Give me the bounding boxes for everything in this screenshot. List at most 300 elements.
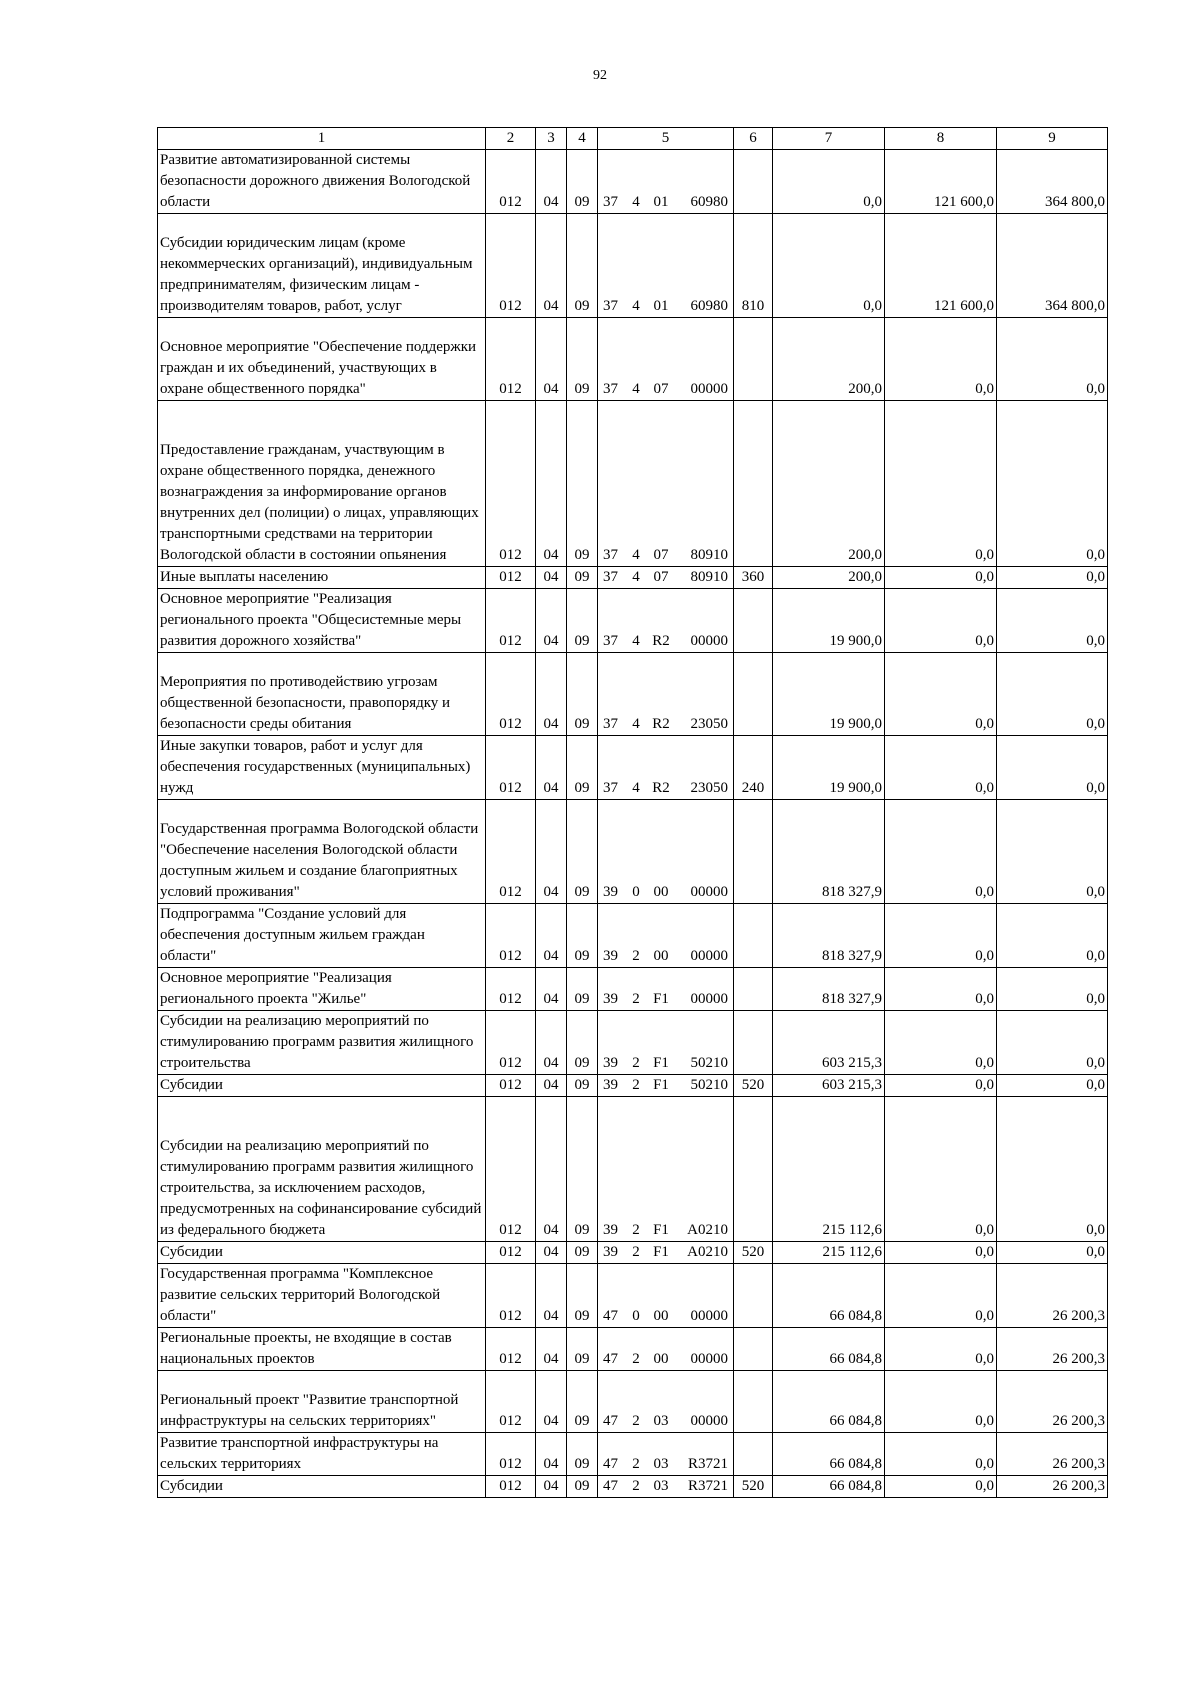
row-ministry-code: 012	[486, 1476, 536, 1498]
row-name: Основное мероприятие "Реализация регионального проекта "Общесистемные меры развития дорожного хозяйства"	[158, 589, 486, 653]
row-target-article	[598, 1011, 734, 1075]
row-name: Мероприятия по противодействию угрозам общественной безопасности, правопорядку и безопасности среды обитания	[158, 653, 486, 736]
row-target-article	[598, 968, 734, 1011]
row-target-article	[598, 1371, 734, 1433]
row-amount-year1: 200,0	[773, 401, 885, 567]
row-section-code: 04	[536, 1011, 567, 1075]
row-ministry-code: 012	[486, 1264, 536, 1328]
row-amount-year3: 364 800,0	[997, 150, 1108, 214]
target-article-part: A0210	[687, 1244, 728, 1260]
target-article-code	[600, 379, 731, 400]
target-article-part: 2	[632, 1055, 640, 1071]
header-cell: 3	[536, 128, 567, 150]
table-row	[158, 150, 1108, 214]
row-name: Субсидии	[158, 1476, 486, 1498]
target-article-part: 4	[632, 381, 640, 397]
target-article-part: 2	[632, 948, 640, 964]
target-article-part: 47	[603, 1308, 618, 1324]
row-expense-type	[734, 1433, 773, 1476]
target-article-part: 39	[603, 1244, 618, 1260]
row-amount-year1: 818 327,9	[773, 968, 885, 1011]
target-article-part: 2	[632, 1244, 640, 1260]
row-subsection-code: 09	[567, 1371, 598, 1433]
row-ministry-code: 012	[486, 1011, 536, 1075]
table-row	[158, 968, 1108, 1011]
target-article-code	[600, 946, 731, 967]
target-article-part: 37	[603, 381, 618, 397]
row-ministry-code: 012	[486, 968, 536, 1011]
target-article-code	[600, 545, 731, 566]
target-article-part: 03	[653, 1413, 669, 1429]
target-article-part: F1	[653, 991, 669, 1007]
row-amount-year1: 603 215,3	[773, 1075, 885, 1097]
row-section-code: 04	[536, 150, 567, 214]
target-article-part: 07	[653, 547, 669, 563]
target-article-part: 00	[653, 1351, 669, 1367]
table-row	[158, 800, 1108, 904]
row-amount-year2: 0,0	[885, 800, 997, 904]
row-amount-year1: 215 112,6	[773, 1097, 885, 1242]
row-amount-year3: 26 200,3	[997, 1264, 1108, 1328]
row-section-code: 04	[536, 589, 567, 653]
target-article-part: 80910	[690, 569, 728, 585]
row-target-article	[598, 1075, 734, 1097]
row-section-code: 04	[536, 1075, 567, 1097]
table-row	[158, 736, 1108, 800]
row-amount-year3: 0,0	[997, 401, 1108, 567]
row-amount-year3: 0,0	[997, 904, 1108, 968]
row-target-article	[598, 214, 734, 318]
target-article-part: 37	[603, 780, 618, 796]
header-cell: 1	[158, 128, 486, 150]
row-amount-year1: 19 900,0	[773, 736, 885, 800]
target-article-part: 39	[603, 1055, 618, 1071]
table-row	[158, 1242, 1108, 1264]
row-expense-type: 520	[734, 1075, 773, 1097]
target-article-part: 4	[632, 547, 640, 563]
row-target-article	[598, 1264, 734, 1328]
row-expense-type	[734, 1097, 773, 1242]
row-amount-year2: 0,0	[885, 589, 997, 653]
row-section-code: 04	[536, 1371, 567, 1433]
target-article-part: 00000	[690, 633, 728, 649]
row-ministry-code: 012	[486, 214, 536, 318]
row-ministry-code: 012	[486, 1075, 536, 1097]
target-article-part: 00000	[690, 381, 728, 397]
row-amount-year2: 0,0	[885, 1075, 997, 1097]
row-name: Субсидии на реализацию мероприятий по стимулированию программ развития жилищного строительства	[158, 1011, 486, 1075]
target-article-part: 01	[653, 298, 669, 314]
target-article-part: R3721	[687, 1456, 728, 1472]
table-row	[158, 653, 1108, 736]
target-article-code	[600, 1053, 731, 1074]
row-target-article	[598, 1242, 734, 1264]
table-row	[158, 1433, 1108, 1476]
target-article-part: 2	[632, 1077, 640, 1093]
row-section-code: 04	[536, 1242, 567, 1264]
row-subsection-code: 09	[567, 1011, 598, 1075]
row-expense-type	[734, 968, 773, 1011]
row-target-article	[598, 904, 734, 968]
row-expense-type: 520	[734, 1476, 773, 1498]
target-article-code	[600, 1075, 731, 1096]
row-amount-year1: 603 215,3	[773, 1011, 885, 1075]
target-article-part: 47	[603, 1478, 618, 1494]
row-name: Иные выплаты населению	[158, 567, 486, 589]
table-row	[158, 1476, 1108, 1498]
target-article-part: 01	[653, 194, 669, 210]
target-article-part: 2	[632, 1222, 640, 1238]
target-article-part: 0	[632, 884, 640, 900]
row-amount-year3: 364 800,0	[997, 214, 1108, 318]
row-ministry-code: 012	[486, 318, 536, 401]
target-article-part: 07	[653, 381, 669, 397]
row-section-code: 04	[536, 653, 567, 736]
row-amount-year2: 0,0	[885, 1433, 997, 1476]
target-article-code	[600, 1411, 731, 1432]
row-expense-type	[734, 401, 773, 567]
target-article-part: 37	[603, 569, 618, 585]
row-name: Иные закупки товаров, работ и услуг для обеспечения государственных (муниципальных) нужд	[158, 736, 486, 800]
row-ministry-code: 012	[486, 589, 536, 653]
table-row	[158, 567, 1108, 589]
row-amount-year2: 0,0	[885, 1242, 997, 1264]
row-expense-type: 520	[734, 1242, 773, 1264]
target-article-part: 50210	[690, 1055, 728, 1071]
row-amount-year3: 0,0	[997, 1011, 1108, 1075]
target-article-part: 39	[603, 1222, 618, 1238]
row-subsection-code: 09	[567, 567, 598, 589]
row-amount-year1: 19 900,0	[773, 653, 885, 736]
target-article-part: 39	[603, 1077, 618, 1093]
row-amount-year2: 0,0	[885, 653, 997, 736]
row-amount-year1: 0,0	[773, 150, 885, 214]
row-ministry-code: 012	[486, 401, 536, 567]
target-article-part: R2	[652, 780, 670, 796]
target-article-part: 80910	[690, 547, 728, 563]
target-article-part: F1	[653, 1222, 669, 1238]
target-article-part: 4	[632, 298, 640, 314]
row-target-article	[598, 653, 734, 736]
row-name: Региональный проект "Развитие транспортной инфраструктуры на сельских территориях"	[158, 1371, 486, 1433]
target-article-part: F1	[653, 1077, 669, 1093]
target-article-code	[600, 778, 731, 799]
target-article-part: 37	[603, 716, 618, 732]
row-amount-year3: 0,0	[997, 318, 1108, 401]
header-cell: 4	[567, 128, 598, 150]
row-subsection-code: 09	[567, 214, 598, 318]
row-subsection-code: 09	[567, 1075, 598, 1097]
row-section-code: 04	[536, 214, 567, 318]
row-name: Субсидии на реализацию мероприятий по стимулированию программ развития жилищного строительства, за исключением расходов, предусмотренных на софинансирование субсидий из федерального бюджета	[158, 1097, 486, 1242]
row-amount-year3: 0,0	[997, 1075, 1108, 1097]
row-ministry-code: 012	[486, 736, 536, 800]
row-ministry-code: 012	[486, 150, 536, 214]
row-name: Развитие автоматизированной системы безопасности дорожного движения Вологодской области	[158, 150, 486, 214]
row-subsection-code: 09	[567, 1264, 598, 1328]
row-subsection-code: 09	[567, 653, 598, 736]
table-row	[158, 1097, 1108, 1242]
row-subsection-code: 09	[567, 150, 598, 214]
table-row	[158, 1011, 1108, 1075]
header-cell: 8	[885, 128, 997, 150]
table-row	[158, 1328, 1108, 1371]
row-name: Субсидии юридическим лицам (кроме некоммерческих организаций), индивидуальным предпринимателям, физическим лицам - производителям товаров, работ, услуг	[158, 214, 486, 318]
table-row	[158, 1371, 1108, 1433]
target-article-code	[600, 631, 731, 652]
target-article-part: A0210	[687, 1222, 728, 1238]
header-cell: 2	[486, 128, 536, 150]
row-amount-year1: 200,0	[773, 567, 885, 589]
row-name: Основное мероприятие "Реализация регионального проекта "Жилье"	[158, 968, 486, 1011]
row-name: Предоставление гражданам, участвующим в охране общественного порядка, денежного вознаграждения за информирование органов внутренних дел (полиции) о лицах, управляющих транспортными средствами на территории Вологодской области в состоянии опьянения	[158, 401, 486, 567]
row-expense-type: 240	[734, 736, 773, 800]
target-article-part: 07	[653, 569, 669, 585]
row-section-code: 04	[536, 318, 567, 401]
row-amount-year2: 0,0	[885, 401, 997, 567]
row-target-article	[598, 736, 734, 800]
target-article-code	[600, 192, 731, 213]
target-article-part: 4	[632, 633, 640, 649]
row-subsection-code: 09	[567, 1328, 598, 1371]
row-subsection-code: 09	[567, 1476, 598, 1498]
row-expense-type	[734, 904, 773, 968]
row-name: Субсидии	[158, 1075, 486, 1097]
row-amount-year2: 121 600,0	[885, 214, 997, 318]
row-amount-year1: 200,0	[773, 318, 885, 401]
row-subsection-code: 09	[567, 318, 598, 401]
row-section-code: 04	[536, 1328, 567, 1371]
header-cell: 9	[997, 128, 1108, 150]
row-amount-year3: 26 200,3	[997, 1371, 1108, 1433]
target-article-part: F1	[653, 1055, 669, 1071]
target-article-code	[600, 989, 731, 1010]
target-article-part: 00	[653, 884, 669, 900]
row-amount-year2: 0,0	[885, 904, 997, 968]
table-row	[158, 318, 1108, 401]
row-name: Государственная программа "Комплексное развитие сельских территорий Вологодской области"	[158, 1264, 486, 1328]
table-row	[158, 1075, 1108, 1097]
row-amount-year2: 0,0	[885, 968, 997, 1011]
target-article-code	[600, 567, 731, 588]
row-section-code: 04	[536, 736, 567, 800]
row-amount-year1: 818 327,9	[773, 800, 885, 904]
target-article-part: 60980	[690, 298, 728, 314]
row-amount-year2: 0,0	[885, 1264, 997, 1328]
target-article-part: 2	[632, 1456, 640, 1472]
target-article-part: 00000	[690, 1351, 728, 1367]
row-subsection-code: 09	[567, 1433, 598, 1476]
row-expense-type	[734, 1011, 773, 1075]
target-article-part: 03	[653, 1456, 669, 1472]
row-subsection-code: 09	[567, 1097, 598, 1242]
table-row	[158, 214, 1108, 318]
row-amount-year1: 19 900,0	[773, 589, 885, 653]
row-amount-year1: 66 084,8	[773, 1328, 885, 1371]
target-article-part: 00000	[690, 948, 728, 964]
row-target-article	[598, 589, 734, 653]
target-article-code	[600, 1242, 731, 1263]
target-article-code	[600, 1349, 731, 1370]
row-subsection-code: 09	[567, 904, 598, 968]
table-row	[158, 401, 1108, 567]
target-article-part: F1	[653, 1244, 669, 1260]
row-amount-year3: 0,0	[997, 1097, 1108, 1242]
row-amount-year3: 26 200,3	[997, 1328, 1108, 1371]
row-ministry-code: 012	[486, 904, 536, 968]
row-ministry-code: 012	[486, 800, 536, 904]
row-ministry-code: 012	[486, 1371, 536, 1433]
target-article-part: 37	[603, 194, 618, 210]
target-article-part: 00000	[690, 884, 728, 900]
row-section-code: 04	[536, 1264, 567, 1328]
header-cell: 5	[598, 128, 734, 150]
target-article-part: 00	[653, 1308, 669, 1324]
row-amount-year2: 0,0	[885, 1328, 997, 1371]
row-amount-year1: 215 112,6	[773, 1242, 885, 1264]
row-target-article	[598, 800, 734, 904]
row-amount-year1: 66 084,8	[773, 1433, 885, 1476]
target-article-part: 0	[632, 1308, 640, 1324]
row-expense-type	[734, 589, 773, 653]
row-expense-type: 360	[734, 567, 773, 589]
row-target-article	[598, 1328, 734, 1371]
row-amount-year2: 121 600,0	[885, 150, 997, 214]
target-article-part: 00000	[690, 1413, 728, 1429]
header-cell: 6	[734, 128, 773, 150]
row-amount-year2: 0,0	[885, 567, 997, 589]
target-article-part: 00000	[690, 991, 728, 1007]
row-amount-year3: 0,0	[997, 800, 1108, 904]
row-ministry-code: 012	[486, 1433, 536, 1476]
row-amount-year3: 26 200,3	[997, 1433, 1108, 1476]
row-name: Субсидии	[158, 1242, 486, 1264]
row-name: Региональные проекты, не входящие в состав национальных проектов	[158, 1328, 486, 1371]
row-target-article	[598, 401, 734, 567]
row-target-article	[598, 567, 734, 589]
target-article-part: 4	[632, 780, 640, 796]
row-amount-year3: 0,0	[997, 1242, 1108, 1264]
target-article-part: 37	[603, 298, 618, 314]
row-name: Развитие транспортной инфраструктуры на сельских территориях	[158, 1433, 486, 1476]
target-article-part: 2	[632, 1413, 640, 1429]
row-section-code: 04	[536, 800, 567, 904]
row-expense-type	[734, 1264, 773, 1328]
row-target-article	[598, 1476, 734, 1498]
target-article-part: 2	[632, 991, 640, 1007]
row-amount-year2: 0,0	[885, 1476, 997, 1498]
row-subsection-code: 09	[567, 401, 598, 567]
row-ministry-code: 012	[486, 1242, 536, 1264]
target-article-part: 4	[632, 716, 640, 732]
target-article-code	[600, 714, 731, 735]
row-subsection-code: 09	[567, 589, 598, 653]
row-section-code: 04	[536, 567, 567, 589]
target-article-part: 2	[632, 1478, 640, 1494]
table-row	[158, 1264, 1108, 1328]
row-amount-year3: 0,0	[997, 736, 1108, 800]
row-name: Основное мероприятие "Обеспечение поддержки граждан и их объединений, участвующих в охране общественного порядка"	[158, 318, 486, 401]
row-subsection-code: 09	[567, 1242, 598, 1264]
target-article-part: 47	[603, 1456, 618, 1472]
target-article-code	[600, 296, 731, 317]
row-target-article	[598, 150, 734, 214]
target-article-part: R2	[652, 633, 670, 649]
target-article-part: 50210	[690, 1077, 728, 1093]
target-article-part: 23050	[690, 780, 728, 796]
target-article-part: R3721	[687, 1478, 728, 1494]
page-number: 92	[593, 68, 607, 83]
row-expense-type	[734, 318, 773, 401]
budget-table	[157, 127, 1108, 1498]
target-article-part: 37	[603, 633, 618, 649]
row-target-article	[598, 1433, 734, 1476]
row-name: Государственная программа Вологодской области "Обеспечение населения Вологодской области доступным жильем и создание благоприятных условий проживания"	[158, 800, 486, 904]
row-expense-type	[734, 653, 773, 736]
row-amount-year1: 0,0	[773, 214, 885, 318]
row-target-article	[598, 1097, 734, 1242]
row-ministry-code: 012	[486, 1328, 536, 1371]
row-section-code: 04	[536, 1433, 567, 1476]
row-section-code: 04	[536, 968, 567, 1011]
target-article-part: 03	[653, 1478, 669, 1494]
row-section-code: 04	[536, 1476, 567, 1498]
row-amount-year1: 66 084,8	[773, 1264, 885, 1328]
row-expense-type	[734, 150, 773, 214]
target-article-code	[600, 1220, 731, 1241]
target-article-part: 39	[603, 884, 618, 900]
row-amount-year2: 0,0	[885, 1097, 997, 1242]
row-subsection-code: 09	[567, 800, 598, 904]
header-cell: 7	[773, 128, 885, 150]
target-article-part: 4	[632, 569, 640, 585]
table-body	[158, 150, 1108, 1498]
row-section-code: 04	[536, 401, 567, 567]
table-row	[158, 904, 1108, 968]
target-article-part: 39	[603, 948, 618, 964]
row-target-article	[598, 318, 734, 401]
row-section-code: 04	[536, 1097, 567, 1242]
row-expense-type	[734, 1371, 773, 1433]
row-subsection-code: 09	[567, 736, 598, 800]
target-article-code	[600, 1454, 731, 1475]
row-section-code: 04	[536, 904, 567, 968]
row-expense-type: 810	[734, 214, 773, 318]
target-article-part: 00000	[690, 1308, 728, 1324]
table-row	[158, 589, 1108, 653]
row-amount-year3: 0,0	[997, 567, 1108, 589]
target-article-part: 2	[632, 1351, 640, 1367]
target-article-code	[600, 882, 731, 903]
row-amount-year3: 0,0	[997, 968, 1108, 1011]
row-amount-year1: 66 084,8	[773, 1371, 885, 1433]
target-article-code	[600, 1476, 731, 1497]
row-ministry-code: 012	[486, 567, 536, 589]
row-amount-year2: 0,0	[885, 1011, 997, 1075]
target-article-part: 60980	[690, 194, 728, 210]
target-article-part: 23050	[690, 716, 728, 732]
row-name: Подпрограмма "Создание условий для обеспечения доступным жильем граждан области"	[158, 904, 486, 968]
target-article-part: 00	[653, 948, 669, 964]
header-row	[158, 128, 1108, 150]
row-amount-year2: 0,0	[885, 1371, 997, 1433]
row-expense-type	[734, 1328, 773, 1371]
row-amount-year3: 0,0	[997, 653, 1108, 736]
target-article-part: 4	[632, 194, 640, 210]
target-article-part: 47	[603, 1413, 618, 1429]
row-amount-year2: 0,0	[885, 736, 997, 800]
row-amount-year1: 66 084,8	[773, 1476, 885, 1498]
